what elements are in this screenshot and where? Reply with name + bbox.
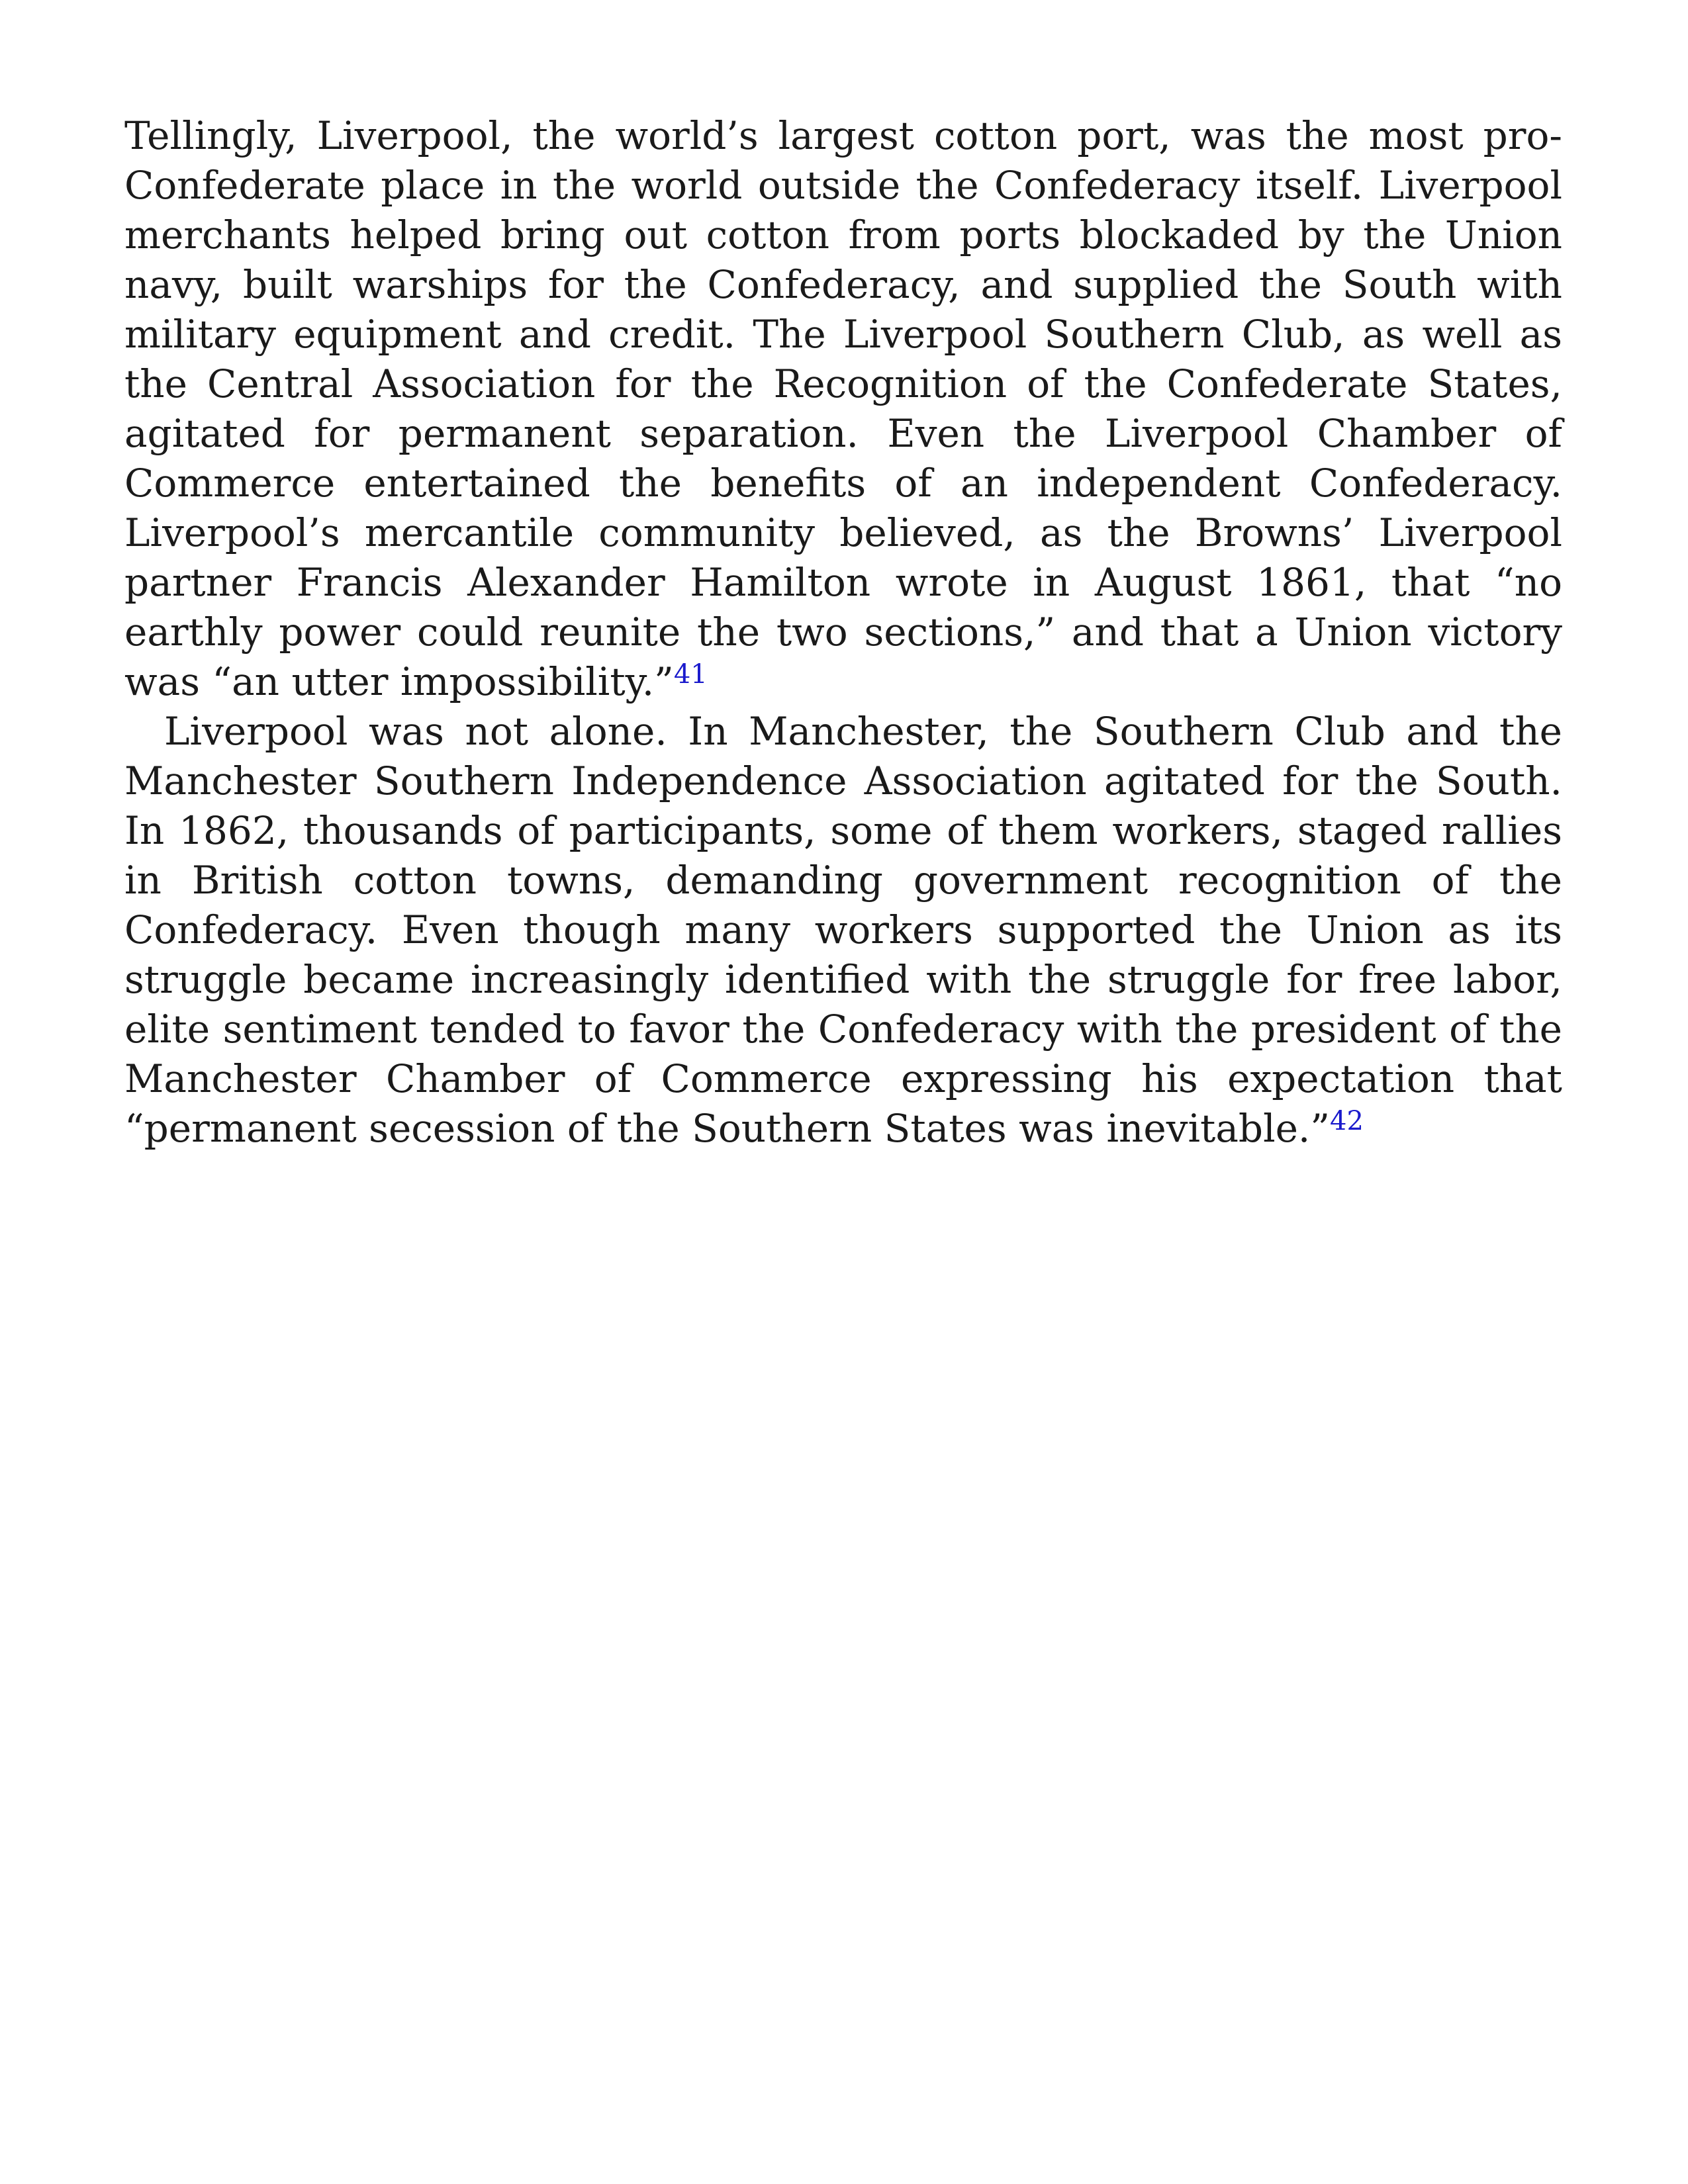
footnote-link[interactable]: 41	[673, 659, 708, 690]
paragraph-manchester	[124, 707, 1562, 1154]
document-page	[124, 111, 1562, 1154]
paragraph-liverpool	[124, 111, 1562, 707]
footnote-link[interactable]: 42	[1330, 1106, 1364, 1136]
paragraph-text: Liverpool was not alone. In Manchester, the Southern Club and the Manchester Southern Independence Association agitated for the South. In 1862, thousands of participants, some of them workers, staged rallies in British cotton towns, demanding government recognition of the Confederacy. Even though many workers supported the Union as its struggle became increasingly identified with the struggle for free labor, elite sentiment tended to favor the Confederacy with the president of the Manchester Chamber of Commerce expressing his expectation that “permanent secession of the Southern States was inevitable.”	[124, 709, 1562, 1151]
paragraph-text: Tellingly, Liverpool, the world’s largest cotton port, was the most pro-Confederate place in the world outside the Confederacy itself. Liverpool merchants helped bring out cotton from ports blockaded by the Union navy, built warships for the Confederacy, and supplied the South with military equipment and credit. The Liverpool Southern Club, as well as the Central Association for the Recognition of the Confederate States, agitated for permanent separation. Even the Liverpool Chamber of Commerce entertained the benefits of an independent Confederacy. Liverpool’s mercantile community believed, as the Browns’ Liverpool partner Francis Alexander Hamilton wrote in August 1861, that “no earthly power could reunite the two sections,” and that a Union victory was “an utter impossibility.”	[124, 113, 1562, 704]
